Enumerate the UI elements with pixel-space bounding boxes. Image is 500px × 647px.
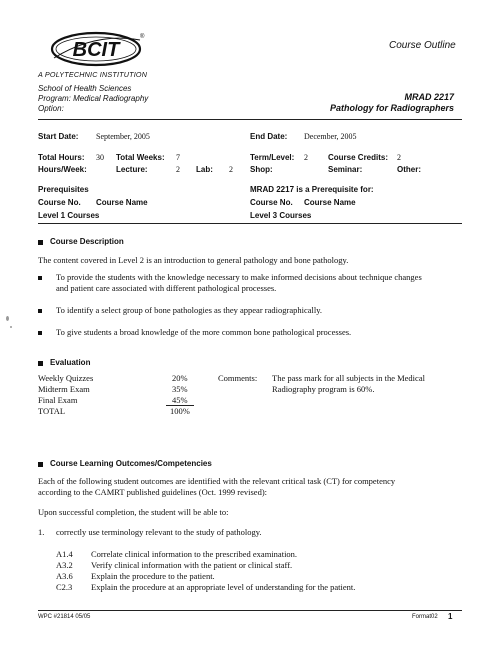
seminar-label: Seminar: [328, 165, 363, 174]
prereq-col-course-no: Course No. [38, 198, 81, 207]
subitem-text: Verify clinical information with the patient or clinical staff. [91, 560, 293, 570]
term-level-value: 2 [304, 153, 308, 162]
comments-line-1: The pass mark for all subjects in the Medical [272, 373, 425, 383]
prereq-rule [38, 223, 462, 224]
eval-row-value: 20% [172, 373, 188, 383]
end-date-value: December, 2005 [304, 132, 357, 141]
outcomes-heading: Course Learning Outcomes/Competencies [50, 459, 212, 468]
outcomes-para-line-2: according to the CAMRT published guidelines (Oct. 1999 revised): [38, 487, 268, 497]
course-code: MRAD 2217 [404, 92, 454, 102]
subitem-text: Explain the procedure to the patient. [91, 571, 215, 581]
prereq-for-value: Level 3 Courses [250, 211, 312, 220]
eval-row-label: Final Exam [38, 395, 78, 405]
prereq-value: Level 1 Courses [38, 211, 100, 220]
description-intro: The content covered in Level 2 is an introduction to general pathology and bone pathology. [38, 255, 349, 265]
section-bullet-icon [38, 240, 43, 245]
outcomes-upon: Upon successful completion, the student will be able to: [38, 507, 229, 517]
comments-line-2: Radiography program is 60%. [272, 384, 375, 394]
prereq-col-course-name: Course Name [96, 198, 148, 207]
header-rule [38, 119, 462, 120]
term-level-label: Term/Level: [250, 153, 295, 162]
hours-week-label: Hours/Week: [38, 165, 87, 174]
bullet-icon [38, 276, 42, 280]
start-date-value: September, 2005 [96, 132, 150, 141]
total-hours-value: 30 [96, 153, 104, 162]
course-credits-label: Course Credits: [328, 153, 389, 162]
prereq-title: Prerequisites [38, 185, 89, 194]
evaluation-heading: Evaluation [50, 358, 91, 367]
subitem-code: C2.3 [56, 582, 73, 592]
eval-row-value: 35% [172, 384, 188, 394]
description-bullet-2: To identify a select group of bone pathologies as they appear radiographically. [56, 305, 323, 315]
other-label: Other: [397, 165, 421, 174]
scan-speck [6, 316, 9, 321]
course-title: Pathology for Radiographers [329, 103, 454, 113]
footer-rule [38, 610, 462, 611]
subitem-code: A3.2 [56, 560, 73, 570]
shop-label: Shop: [250, 165, 273, 174]
comments-label: Comments: [218, 373, 258, 383]
eval-row-label: Midterm Exam [38, 384, 90, 394]
page-number: 1 [448, 612, 453, 621]
program-name: Program: Medical Radiography [38, 94, 149, 103]
outcome-text: correctly use terminology relevant to the study of pathology. [56, 527, 262, 537]
footer-left: WPC #21814 05/05 [38, 614, 91, 620]
logo-text: BCIT [72, 39, 120, 61]
lecture-value: 2 [176, 165, 180, 174]
course-credits-value: 2 [397, 153, 401, 162]
total-hours-label: Total Hours: [38, 153, 85, 162]
bcit-logo [46, 28, 146, 70]
description-bullet-1-line-1: To provide the students with the knowledge necessary to make informed decisions about technique changes [56, 272, 422, 282]
footer-format: Format02 [412, 614, 438, 620]
section-bullet-icon [38, 361, 43, 366]
outcome-number: 1. [38, 527, 45, 537]
subitem-text: Correlate clinical information to the prescribed examination. [91, 549, 298, 559]
logo-tagline: A POLYTECHNIC INSTITUTION [38, 70, 148, 79]
option-label: Option: [38, 104, 64, 113]
start-date-label: Start Date: [38, 132, 79, 141]
subitem-code: A1.4 [56, 549, 73, 559]
description-heading: Course Description [50, 237, 124, 246]
scan-speck [10, 326, 12, 328]
lab-value: 2 [229, 165, 233, 174]
lab-label: Lab: [196, 165, 213, 174]
eval-total-value: 100% [170, 406, 190, 416]
subitem-text: Explain the procedure at an appropriate level of understanding for the patient. [91, 582, 356, 592]
eval-row-value: 45% [172, 395, 188, 405]
bullet-icon [38, 331, 42, 335]
doc-type: Course Outline [389, 40, 456, 51]
school-name: School of Health Sciences [38, 84, 132, 93]
eval-total-label: TOTAL [38, 406, 66, 416]
description-bullet-3: To give students a broad knowledge of the more common bone pathological processes. [56, 327, 352, 337]
prereq-for-col-course-no: Course No. [250, 198, 293, 207]
description-bullet-1-line-2: and patient care associated with different pathological processes. [56, 283, 277, 293]
total-weeks-label: Total Weeks: [116, 153, 165, 162]
prereq-for-col-course-name: Course Name [304, 198, 356, 207]
lecture-label: Lecture: [116, 165, 148, 174]
end-date-label: End Date: [250, 132, 288, 141]
bullet-icon [38, 309, 42, 313]
prereq-for-title: MRAD 2217 is a Prerequisite for: [250, 185, 374, 194]
svg-text:®: ® [140, 34, 145, 40]
outcomes-para-line-1: Each of the following student outcomes are identified with the relevant critical task (CT) for competency [38, 476, 396, 486]
section-bullet-icon [38, 462, 43, 467]
eval-row-label: Weekly Quizzes [38, 373, 94, 383]
total-weeks-value: 7 [176, 153, 180, 162]
subitem-code: A3.6 [56, 571, 73, 581]
